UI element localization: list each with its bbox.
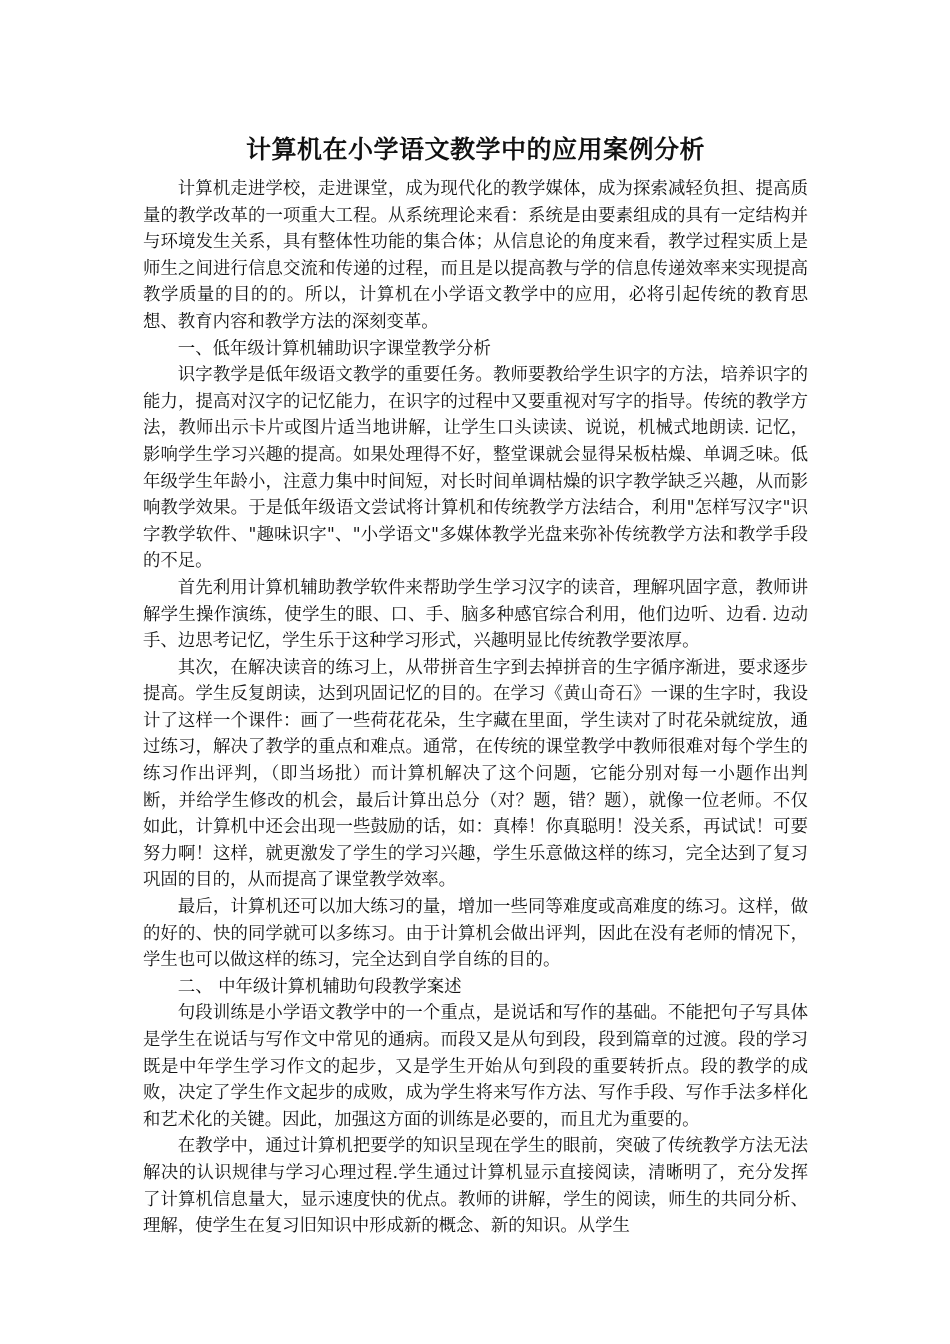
paragraph-second: 其次，在解决读音的练习上，从带拼音生字到去掉拼音的生字循序渐进，要求逐步提高。学生反复朗读，达到巩固记忆的目的。在学习《黄山奇石》一课的生字时，我设计了这样一个课件：画了一些荷花花朵，生字藏在里面，学生读对了时花朵就绽放，通过练习，解决了教学的重点和难点。通常，在传统的课堂教学中教师很难对每个学生的练习作出评判，（即当场批）而计算机解决了这个问题，它能分别对每一小题作出判断，并给学生修改的机会，最后计算出总分（对？题，错？题），就像一位老师。不仅如此，计算机中还会出现一些鼓励的话，如：真棒！你真聪明！没关系，再试试！可要努力啊！这样，就更激发了学生的学习兴趣，学生乐意做这样的练习，完全达到了复习巩固的目的，从而提高了课堂教学效率。 [143, 657, 808, 891]
paragraph-literacy: 识字教学是低年级语文教学的重要任务。教师要教给学生识字的方法，培养识字的能力，提高对汉字的记忆能力，在识字的过程中又要重视对写字的指导。传统的教学方法，教师出示卡片或图片适当地讲解，让学生口头读读、说说，机械式地朗读. 记忆，影响学生学习兴趣的提高。如果处理得不好，整堂课就会显得呆板枯燥、单调乏味。低年级学生年龄小，注意力集中时间短，对长时间单调枯燥的识字教学缺乏兴趣，从而影响教学效果。于是低年级语文尝试将计算机和传统教学方法结合，利用"怎样写汉字"识字教学软件、"趣味识字"、"小学语文"多媒体教学光盘来弥补传统教学方法和教学手段的不足。 [143, 365, 808, 572]
paragraph-last: 最后，计算机还可以加大练习的量，增加一些同等难度或高难度的练习。这样，做的好的、快的同学就可以多练习。由于计算机会做出评判，因此在没有老师的情况下，学生也可以做这样的练习，完全达到自学自练的目的。 [143, 897, 808, 971]
section-heading-2: 二、 中年级计算机辅助句段教学案述 [177, 976, 462, 997]
document-page [143, 130, 808, 1240]
paragraph-intro: 计算机走进学校，走进课堂，成为现代化的教学媒体，成为探索减轻负担、提高质量的教学改革的一项重大工程。从系统理论来看：系统是由要素组成的具有一定结构并与环境发生关系，具有整体性功能的集合体；从信息论的角度来看，教学过程实质上是师生之间进行信息交流和传递的过程，而且是以提高教与学的信息传递效率来实现提高教学质量的目的的。所以，计算机在小学语文教学中的应用，必将引起传统的教育思想、教育内容和教学方法的深刻变革。 [143, 179, 808, 332]
section-heading-1: 一、低年级计算机辅助识字课堂教学分析 [177, 338, 491, 359]
paragraph-teaching: 在教学中，通过计算机把要学的知识呈现在学生的眼前，突破了传统教学方法无法解决的认识规律与学习心理过程.学生通过计算机显示直接阅读，清晰明了，充分发挥了计算机信息量大，显示速度快的优点。教师的讲解，学生的阅读，师生的共同分析、理解，使学生在复习旧知识中形成新的概念、新的知识。从学生 [143, 1136, 808, 1237]
paragraph-sentence-training: 句段训练是小学语文教学中的一个重点，是说话和写作的基础。不能把句子写具体是学生在说话与写作文中常见的通病。而段又是从句到段，段到篇章的过渡。段的学习既是中年学生学习作文的起步，又是学生开始从句到段的重要转折点。段的教学的成败，决定了学生作文起步的成败，成为学生将来写作方法、写作手段、写作手法多样化和艺术化的关键。因此，加强这方面的训练是必要的，而且尤为重要的。 [143, 1003, 808, 1130]
document-title: 计算机在小学语文教学中的应用案例分析 [245, 135, 705, 164]
paragraph-first: 首先利用计算机辅助教学软件来帮助学生学习汉字的读音，理解巩固字意，教师讲解学生操作演练，使学生的眼、口、手、脑多种感官综合利用，他们边听、边看. 边动手、边思考记忆，学生乐于这种学习形式，兴趣明显比传统教学要浓厚。 [143, 577, 808, 652]
